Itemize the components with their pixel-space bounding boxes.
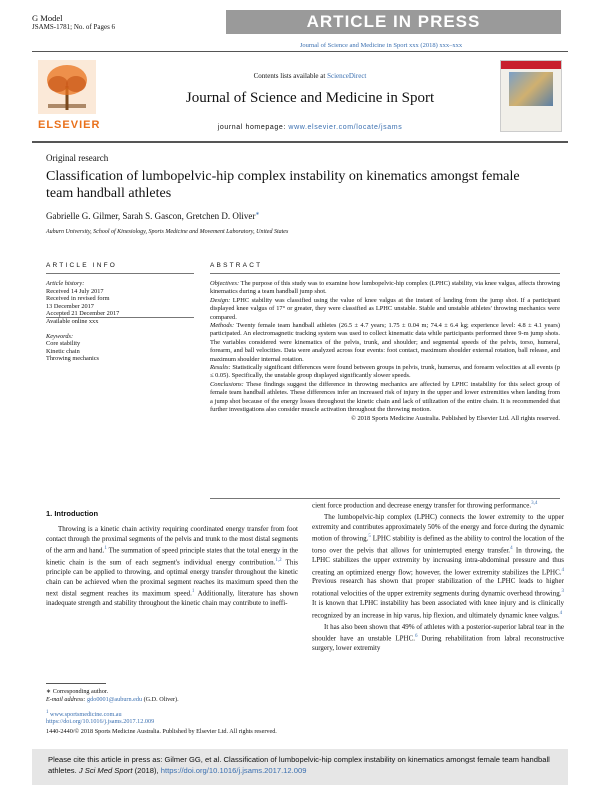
paragraph: cient force production and decrease energy transfer for throwing performance.$^{3,4}$ [312, 501, 538, 510]
journal-cover-icon[interactable] [500, 60, 562, 132]
keyword-item: Throwing mechanics [46, 355, 99, 363]
journal-homepage [140, 124, 480, 131]
introduction-heading: 1. Introduction [46, 509, 99, 518]
email-note: E-mail address: gdo0001@auburn.edu (G.D. Oliver). [46, 696, 179, 704]
abstract-body [210, 280, 560, 423]
homepage-link[interactable]: www.elsevier.com/locate/jsams [288, 124, 403, 131]
contents-line [140, 72, 480, 80]
body-column-right [312, 499, 564, 656]
doi-block: $^1$ www.sportsmedicine.com.au https://doi.org/10.1016/j.jsams.2017.12.009 [46, 710, 155, 726]
corresponding-note: ∗ Corresponding author. [46, 688, 109, 695]
citation-ref[interactable]: 5 [368, 534, 371, 540]
affiliation: Auburn University, School of Kinesiology, Sports Medicine and Movement Laboratory, United States [46, 229, 289, 235]
keyword-item: Core stability [46, 340, 81, 348]
abstract-design: Design: LPHC stability was classified using the value of knee valgus at the instant of landing from the jump shot. If a participant displayed knee valgus of 17° or greater, they were classified as LPHC unstable. Stable and unstable athletes' throwing mechanics were compared. [210, 296, 560, 321]
paragraph: It has also been shown that 49% of athletes with a posterior-superior labral tear in the shoulder have an unstable LPHC.$^6$ During rehabilitation from labral reconstructive surgery, lower extremity [312, 622, 564, 653]
elsevier-logo[interactable] [38, 60, 100, 130]
paragraph: Throwing is a kinetic chain activity requiring coordinated energy transfer from foot contact through the proximal segments of the pelvis and trunk to the most distal segments of the arm and hand.$^1$ The summation of speed principle states that the total energy in the kinetic chain is the sum of each segment's individual energy contribution.$^{1,2}$ This principle can be applied to throwing, and optimal energy transfer throughout the kinetic chain can be achieved when the proximal segment reaches its maximum speed then the next distal segment reaches its maximum speed.$^1$ Additionally, literature has shown inadequate strength and stability throughout the kinetic chain may contribute to ineffi- [46, 525, 299, 608]
journal-title: Journal of Science and Medicine in Sport [185, 90, 435, 106]
history-item: 13 December 2017 [46, 302, 94, 310]
citation-ref[interactable]: 1,2 [275, 558, 282, 564]
footnotes [46, 688, 566, 705]
journal-citation-link[interactable]: Journal of Science and Medicine in Sport xxx (2018) xxx–xxx [299, 42, 463, 49]
manuscript-id [32, 14, 115, 32]
contents-prefix: Contents lists available at [253, 72, 326, 80]
authors-text: Gabrielle G. Gilmer, Sarah S. Gascon, Gretchen D. Oliver [46, 211, 256, 221]
abstract-objectives: Objectives: The purpose of this study was to examine how lumbopelvic-hip complex (LPHC) stability, via knee valgus, affects throwing kinematics during a team handball jump shot. [210, 280, 560, 296]
elsevier-tree-icon [38, 60, 96, 114]
homepage-prefix: journal homepage: [217, 124, 286, 131]
citation-ref[interactable]: 3 [561, 589, 564, 595]
cite-journal: J Sci Med Sport [78, 766, 133, 775]
pages-label: No. of Pages 6 [73, 23, 116, 31]
abstract-conclusions: Conclusions: These findings suggest the difference in throwing mechanics are affected by LPHC instability for this select group of female team handball athletes. These differences infer an increased risk of injury in the upper and lower extremities when landing from a jump shot because of the energy losses throughout the kinetic chain and lack of utilization of the entire chain. It is recommended that further investigations also consider muscle activation throughout the throwing motion. [210, 380, 561, 414]
keywords-label: Keywords: [46, 332, 74, 340]
ref-label: JSAMS-1781; [32, 23, 73, 31]
citation-ref[interactable]: 4 [559, 610, 563, 616]
citation-ref[interactable]: 6 [415, 634, 418, 640]
cover-image [509, 72, 553, 106]
article-info [46, 280, 194, 363]
cover-bar [501, 61, 561, 69]
article-title: Classification of lumbopelvic-hip complex instability on kinematics amongst female team handball athletes [46, 169, 520, 201]
abstract-heading: ABSTRACT [210, 262, 263, 269]
doi-link[interactable]: https://doi.org/10.1016/j.jsams.2017.12.009 [46, 718, 155, 726]
article-info-heading: ARTICLE INFO [46, 262, 118, 269]
abstract-rule [210, 273, 560, 274]
citation-ref[interactable]: 4 [561, 567, 564, 573]
history-item: Received 14 July 2017 [46, 287, 104, 295]
society-link[interactable]: www.sportsmedicine.com.au [50, 711, 122, 719]
history-item: Accepted 21 December 2017 [46, 310, 120, 318]
citation-ref[interactable]: 1 [104, 546, 107, 552]
citation-ref[interactable]: 1 [191, 589, 195, 595]
history-label: Article history: [46, 280, 85, 287]
keyword-item: Kinetic chain [46, 347, 80, 355]
history-item: Available online xxx [46, 317, 99, 325]
citation-ref[interactable]: 4 [510, 546, 513, 552]
sciencedirect-link[interactable]: ScienceDirect [327, 72, 367, 80]
history-item: Received in revised form [46, 295, 110, 303]
body-column-left [46, 525, 298, 611]
corresponding-author-mark[interactable]: ∗ [255, 212, 260, 217]
email-link[interactable]: gdo0001@auburn.edu [87, 696, 143, 704]
paragraph: The lumbopelvic-hip complex (LPHC) connects the lower extremity to the upper extremity and contributes approximately 50% of the energy and force during the dynamic motion of throwing.$^5$ LPHC stability is defined as the ability to control the location of the torso over the pelvis that allows for uninterrupted energy transfer.$^4$ In throwing, the LPHC stabilizes the upper extremity by increasing intra-abdominal pressure and thus creating an optimized energy flow; however, the lower extremity stabilizes the LPHC.$^4$ Previous research has shown that proper stabilization of the LPHC leads to higher rotational velocities of the upper extremity segments during dynamic overhead throwing.$^3$ It is known that LPHC instability has been associated with knee injury and is clinically recognized by an increase in hip varus, hip flexion, and ultimately dynamic knee valgus.$^4$ [312, 512, 564, 619]
masthead-bottom-rule [32, 141, 568, 143]
citation-ref[interactable]: 3,4 [531, 501, 538, 506]
footnote-rule [46, 683, 106, 684]
cite-this-article-box: Please cite this article in press as: Gilmer GG, et al. Classification of lumbopelvic-hip complex instability on kinematics amongst female team handball athletes. J Sci Med Sport (2018), https://doi.org/10.1016/j.jsams.2017.12.009 [32, 749, 568, 785]
model-label: G Model [32, 13, 63, 23]
article-section: Original research [46, 153, 109, 163]
rights-line: 1440-2440/© 2018 Sports Medicine Australia. Published by Elsevier Ltd. All rights reserved. [46, 728, 277, 735]
article-in-press-banner: ARTICLE IN PRESS [226, 10, 561, 34]
cite-doi-link[interactable]: https://doi.org/10.1016/j.jsams.2017.12.009 [160, 766, 307, 775]
abstract-methods: Methods: Twenty female team handball athletes (26.5 ± 4.7 years; 1.75 ± 0.04 m; 74.4 ± 6.4 kg; experience level: 4.8 ± 4.1 years) participated. An electromagnetic tracking system was used to collect kinematic data while participants performed three 9-m jump shots. The variables considered were kinematics of the pelvis, trunk, and shoulder; and segmental speeds of the pelvis, torso, humeral, forearm, and ball velocities. Data were analyzed across four events: foot contact, maximum shoulder external rotation, ball release, and maximum shoulder internal rotation. [210, 322, 560, 363]
abstract-copyright: © 2018 Sports Medicine Australia. Published by Elsevier Ltd. All rights reserved. [351, 414, 560, 422]
publisher-name: ELSEVIER [38, 119, 101, 131]
article-info-rule [46, 273, 194, 274]
abstract-results: Results: Statistically significant differences were found between groups in pelvis, trunk, humerus, and forearm velocities at all events (p ≤ 0.05). Specifically, the unstable group displayed significantly slower speeds. [210, 364, 560, 380]
author-list [46, 211, 260, 221]
masthead-top-rule [32, 51, 568, 52]
